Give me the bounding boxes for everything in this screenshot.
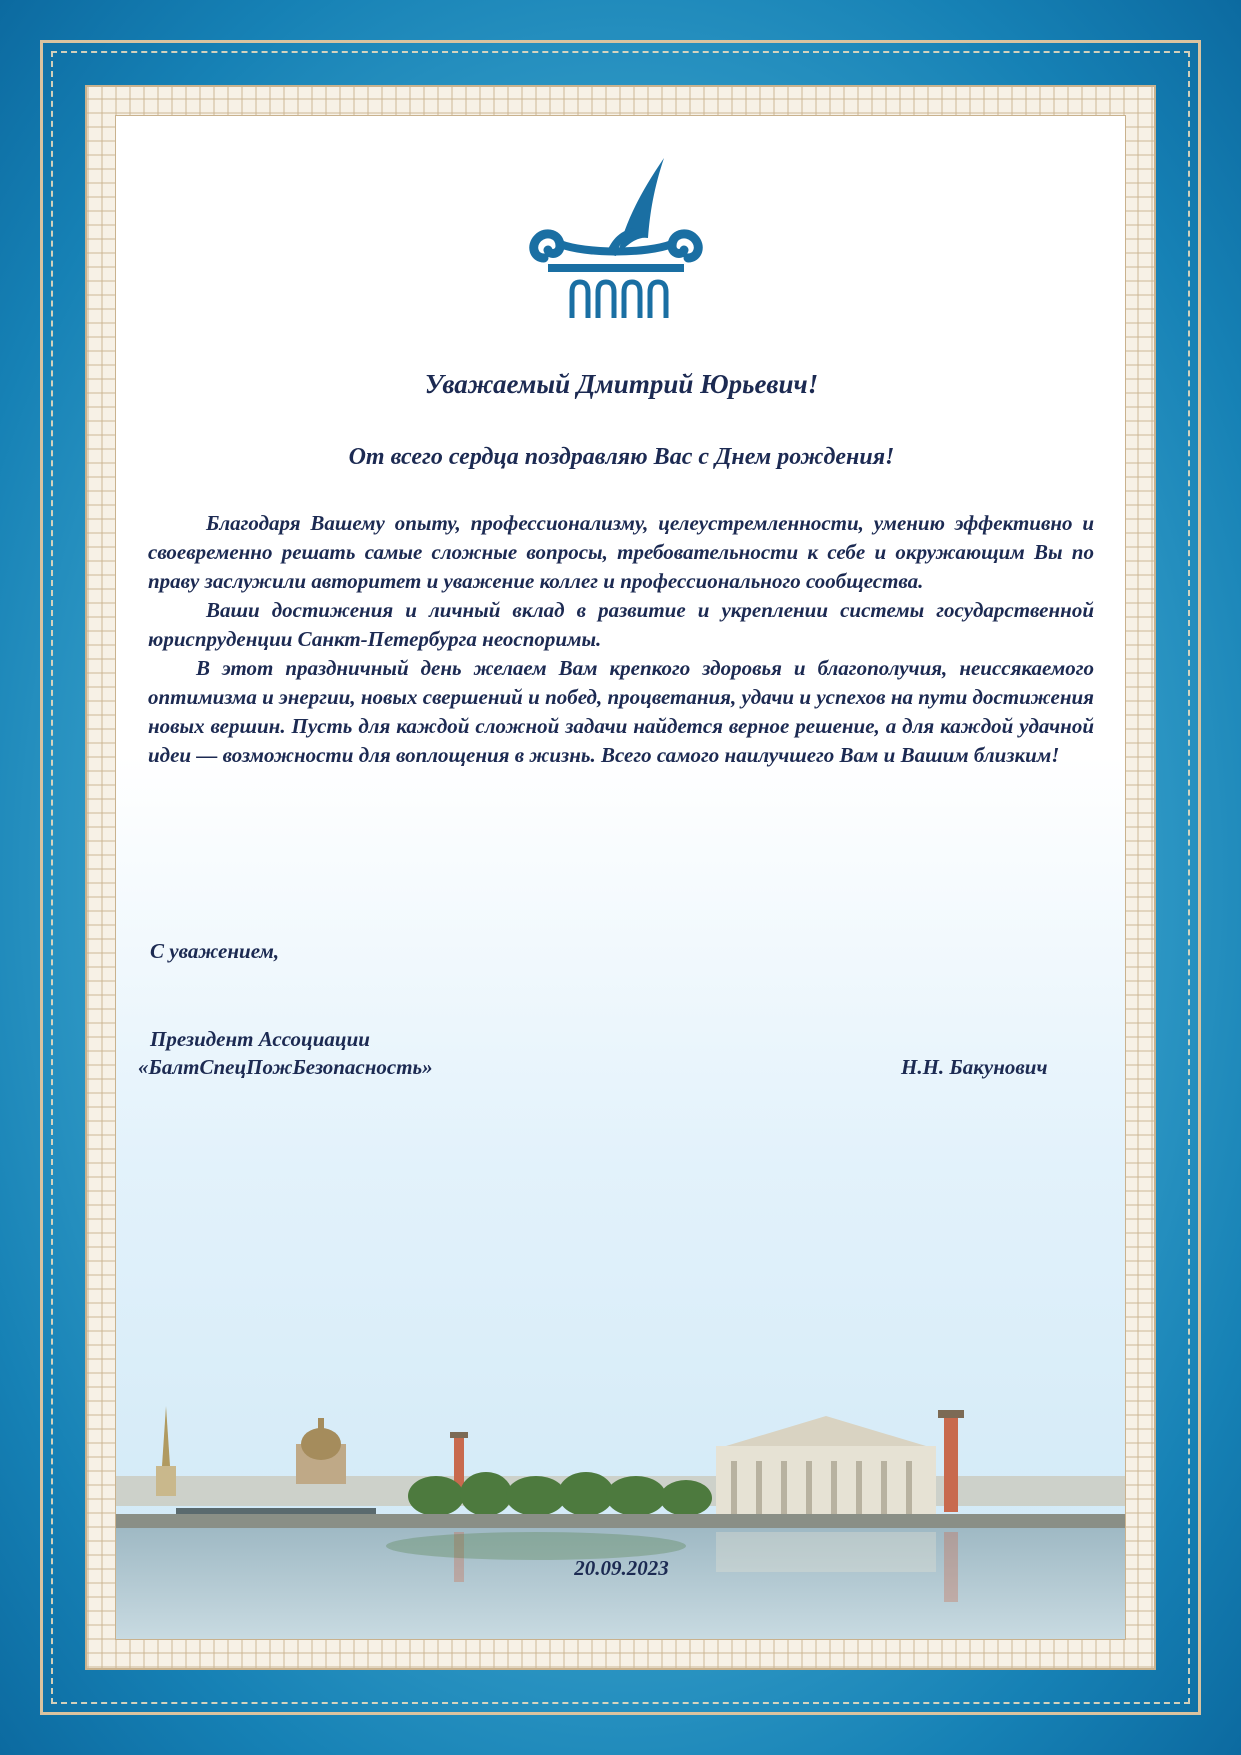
- greeting-subtitle: От всего сердца поздравляю Вас с Днем рождения!: [348, 444, 895, 470]
- body-paragraph: В этот праздничный день желаем Вам крепкого здоровья и благополучия, неиссякаемого оптимизма и энергии, новых свершений и побед, процветания, удачи и успехов на пути достижения новых вершин. Пусть для каждой сложной задачи найдется верное решение, а для каждой удачной идеи — возможности для воплощения в жизнь. Всего самого наилучшего Вам и Вашим близким!: [148, 656, 1094, 767]
- closing-phrase: С уважением,: [150, 939, 280, 963]
- signatory-name: Н.Н. Бакунович: [901, 1055, 1048, 1079]
- letter-sheet: [115, 115, 1126, 1640]
- signatory-organization: «БалтСпецПожБезопасность»: [138, 1055, 433, 1079]
- letter-body: [148, 509, 1094, 770]
- signatory-title: Президент Ассоциации: [150, 1027, 370, 1051]
- body-paragraph: Благодаря Вашему опыту, профессионализму, целеустремленности, умению эффективно и своевременно решать самые сложные вопросы, требовательности к себе и окружающим Вы по праву заслужили авторитет и уважение коллег и профессионального сообщества.: [148, 511, 1094, 593]
- column-with-wing-logo-icon: [526, 146, 706, 321]
- letter-date: 20.09.2023: [574, 1556, 669, 1580]
- saint-petersburg-panorama-image: [116, 1336, 1126, 1640]
- salutation: Уважаемый Дмитрий Юрьевич!: [424, 369, 819, 399]
- body-paragraph: Ваши достижения и личный вклад в развитие и укреплении системы государственной юриспруденции Санкт-Петербурга неоспоримы.: [148, 598, 1094, 651]
